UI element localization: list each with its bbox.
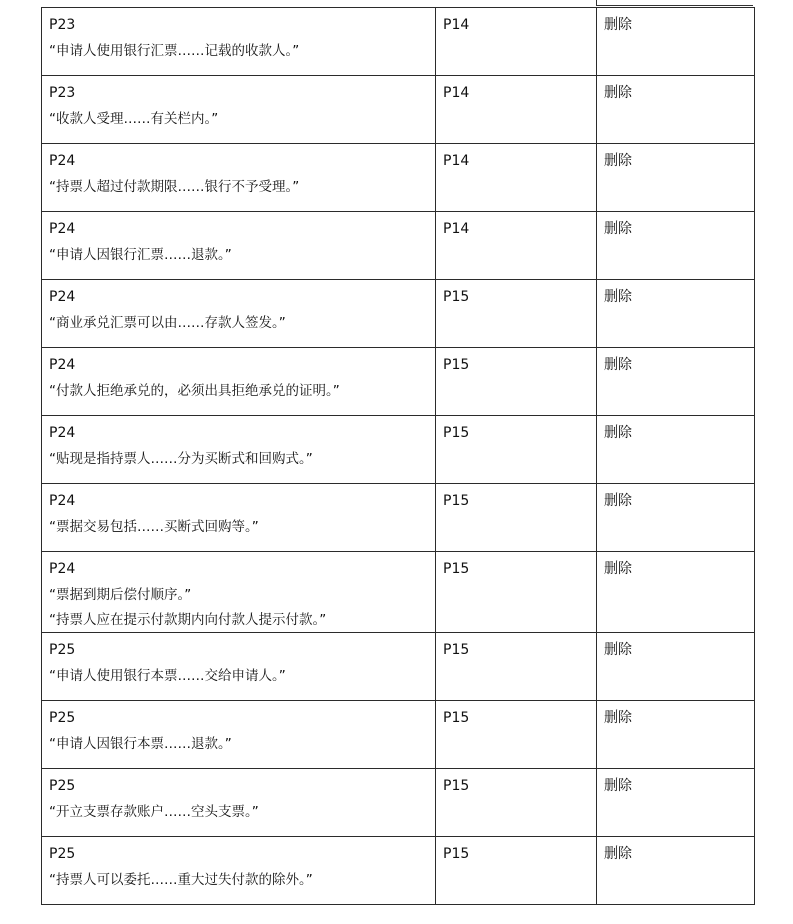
action-cell <box>597 552 755 633</box>
quoted-text: “持票人超过付款期限……银行不予受理。” <box>49 179 300 195</box>
action-cell <box>597 837 755 905</box>
table-row <box>42 348 755 416</box>
new-page-ref: P15 <box>443 710 470 726</box>
revision-action: 删除 <box>604 357 632 373</box>
table-row <box>42 280 755 348</box>
table-row <box>42 633 755 701</box>
original-page-ref: P24 <box>49 493 76 509</box>
revision-action: 删除 <box>604 85 632 101</box>
action-cell <box>597 701 755 769</box>
new-page-cell <box>436 701 597 769</box>
original-page-ref: P25 <box>49 846 76 862</box>
new-page-cell <box>436 280 597 348</box>
new-page-ref: P15 <box>443 357 470 373</box>
action-cell <box>597 416 755 484</box>
revision-action: 删除 <box>604 425 632 441</box>
action-cell <box>597 484 755 552</box>
original-page-ref: P25 <box>49 710 76 726</box>
quoted-text: “收款人受理……有关栏内。” <box>49 111 219 127</box>
revision-action: 删除 <box>604 846 632 862</box>
original-page-ref: P23 <box>49 85 76 101</box>
action-cell <box>597 348 755 416</box>
revision-action: 删除 <box>604 642 632 658</box>
table-row <box>42 416 755 484</box>
quoted-text: “票据到期后偿付顺序。” <box>49 587 192 603</box>
new-page-ref: P15 <box>443 425 470 441</box>
new-page-cell <box>436 416 597 484</box>
new-page-cell <box>436 212 597 280</box>
original-content-cell <box>42 633 436 701</box>
action-cell <box>597 8 755 76</box>
new-page-ref: P14 <box>443 221 470 237</box>
quoted-text: “申请人使用银行汇票……记载的收款人。” <box>49 43 300 59</box>
revision-action: 删除 <box>604 221 632 237</box>
action-cell <box>597 144 755 212</box>
quoted-text: “付款人拒绝承兑的，必须出具拒绝承兑的证明。” <box>49 383 340 399</box>
new-page-ref: P14 <box>443 85 470 101</box>
new-page-cell <box>436 769 597 837</box>
original-page-ref: P24 <box>49 425 76 441</box>
new-page-ref: P15 <box>443 778 470 794</box>
quoted-text: “申请人因银行本票……退款。” <box>49 736 232 752</box>
new-page-ref: P15 <box>443 846 470 862</box>
new-page-cell <box>436 837 597 905</box>
quoted-text: “持票人可以委托……重大过失付款的除外。” <box>49 872 313 888</box>
new-page-cell <box>436 633 597 701</box>
table-row <box>42 484 755 552</box>
original-content-cell <box>42 837 436 905</box>
new-page-ref: P14 <box>443 17 470 33</box>
new-page-cell <box>436 76 597 144</box>
original-page-ref: P24 <box>49 289 76 305</box>
revision-action: 删除 <box>604 493 632 509</box>
original-content-cell <box>42 212 436 280</box>
revision-action: 删除 <box>604 710 632 726</box>
action-cell <box>597 280 755 348</box>
table-row <box>42 76 755 144</box>
new-page-cell <box>436 8 597 76</box>
original-page-ref: P24 <box>49 357 76 373</box>
previous-row-fragment <box>596 0 753 6</box>
quoted-text: “票据交易包括……买断式回购等。” <box>49 519 259 535</box>
original-content-cell <box>42 416 436 484</box>
original-content-cell <box>42 76 436 144</box>
table-row <box>42 212 755 280</box>
revision-action: 删除 <box>604 17 632 33</box>
new-page-ref: P14 <box>443 153 470 169</box>
new-page-ref: P15 <box>443 642 470 658</box>
quoted-text: “贴现是指持票人……分为买断式和回购式。” <box>49 451 313 467</box>
new-page-ref: P15 <box>443 289 470 305</box>
quoted-text: “商业承兑汇票可以由……存款人签发。” <box>49 315 286 331</box>
original-content-cell <box>42 8 436 76</box>
new-page-ref: P15 <box>443 493 470 509</box>
original-content-cell <box>42 144 436 212</box>
new-page-cell <box>436 144 597 212</box>
original-content-cell <box>42 348 436 416</box>
original-page-ref: P25 <box>49 778 76 794</box>
action-cell <box>597 76 755 144</box>
original-content-cell <box>42 552 436 633</box>
new-page-cell <box>436 348 597 416</box>
original-page-ref: P25 <box>49 642 76 658</box>
original-page-ref: P23 <box>49 17 76 33</box>
revision-action: 删除 <box>604 561 632 577</box>
new-page-ref: P15 <box>443 561 470 577</box>
table-row <box>42 837 755 905</box>
action-cell <box>597 769 755 837</box>
revision-action: 删除 <box>604 778 632 794</box>
quoted-text: “开立支票存款账户……空头支票。” <box>49 804 259 820</box>
table-row <box>42 701 755 769</box>
new-page-cell <box>436 484 597 552</box>
original-content-cell <box>42 484 436 552</box>
original-page-ref: P24 <box>49 561 76 577</box>
original-content-cell <box>42 769 436 837</box>
quoted-text: “申请人使用银行本票……交给申请人。” <box>49 668 286 684</box>
new-page-cell <box>436 552 597 633</box>
revision-action: 删除 <box>604 289 632 305</box>
table-row <box>42 769 755 837</box>
original-content-cell <box>42 701 436 769</box>
revision-action: 删除 <box>604 153 632 169</box>
table-row <box>42 552 755 633</box>
original-page-ref: P24 <box>49 153 76 169</box>
quoted-text: “持票人应在提示付款期内向付款人提示付款。” <box>49 612 327 628</box>
table-row <box>42 8 755 76</box>
action-cell <box>597 212 755 280</box>
action-cell <box>597 633 755 701</box>
original-page-ref: P24 <box>49 221 76 237</box>
table-row <box>42 144 755 212</box>
revision-table <box>41 7 755 905</box>
quoted-text: “申请人因银行汇票……退款。” <box>49 247 232 263</box>
original-content-cell <box>42 280 436 348</box>
